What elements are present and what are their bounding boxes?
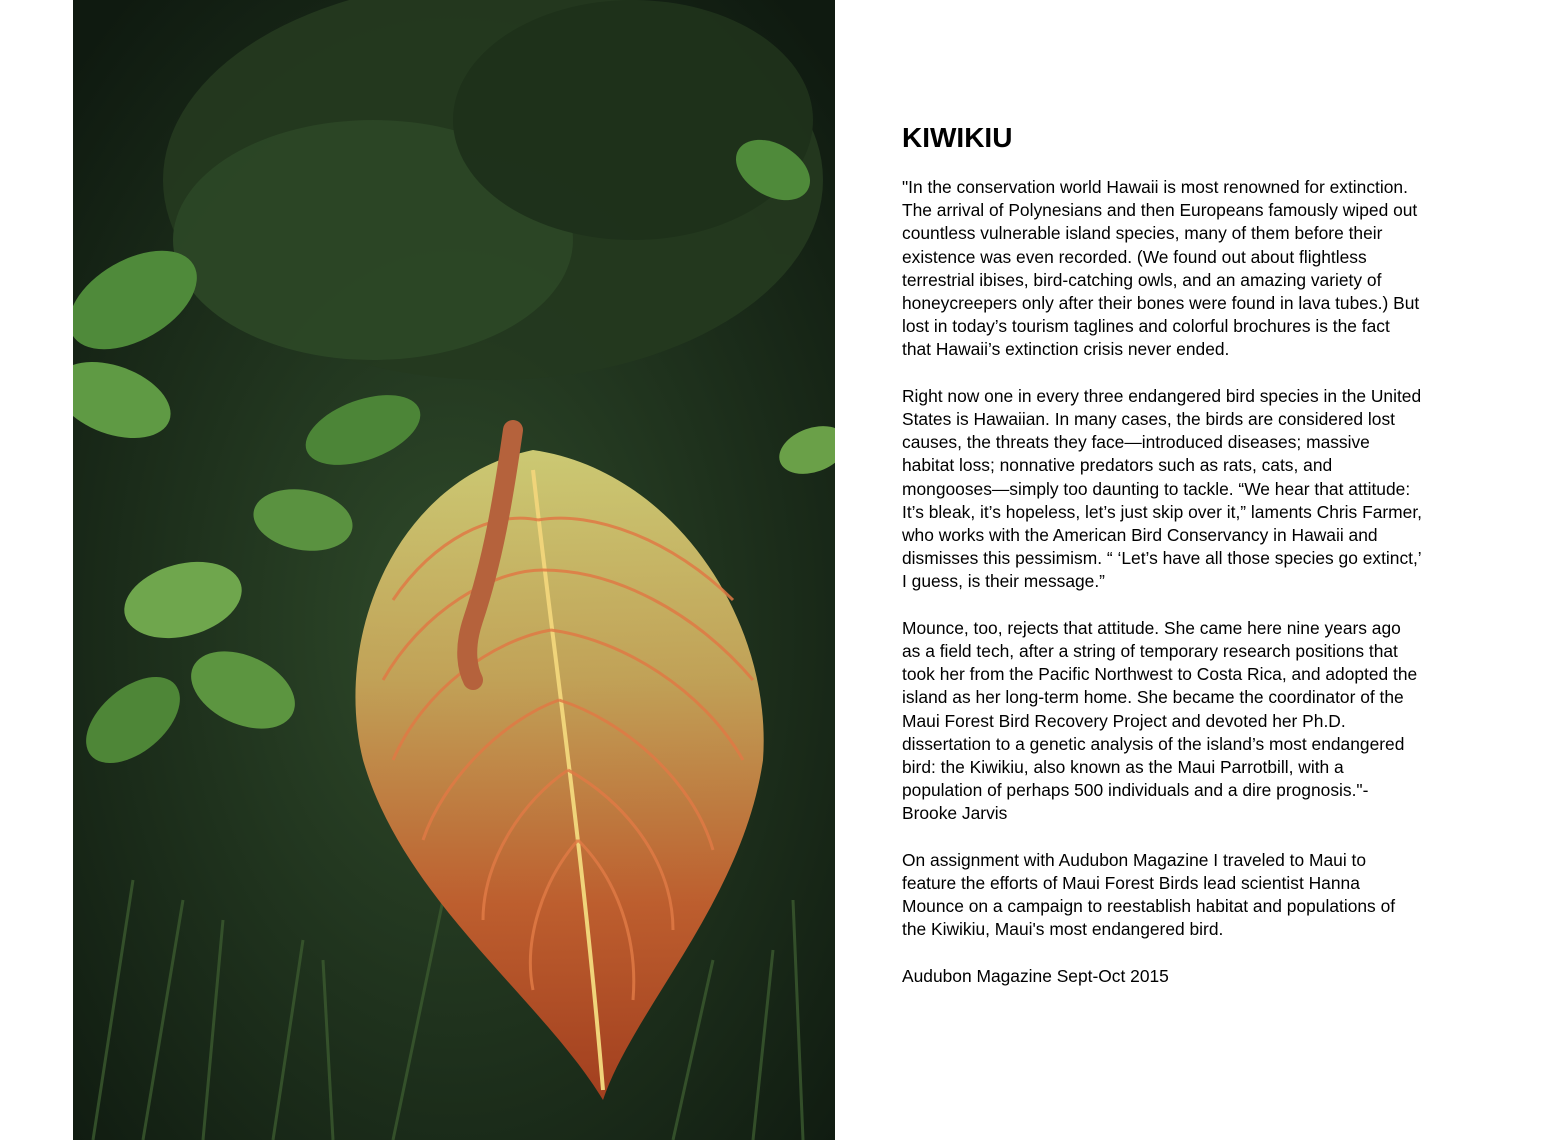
article-title: KIWIKIU xyxy=(902,122,1013,153)
article-paragraph-3: Mounce, too, rejects that attitude. She came here nine years ago as a field tech, after a string of temporary research positions that took her from the Pacific Northwest to Costa Rica, and adopted the island as her long-term home. She became the coordinator of the Maui Forest Bird Recovery Project and devoted her Ph.D. dissertation to a genetic analysis of the island’s most endangered bird: the Kiwikiu, also known as the Maui Parrotbill, with a population of perhaps 500 individuals and a dire prognosis."- Brooke Jarvis xyxy=(902,617,1418,824)
article-paragraph-1: "In the conservation world Hawaii is most renowned for extinction. The arrival of Polynesians and then Europeans famously wiped out countless vulnerable island species, many of them before their existence was even recorded. (We found out about flightless terrestrial ibises, bird-catching owls, and an amazing variety of honeycreepers only after their bones were found in lava tubes.) But lost in today’s tourism taglines and colorful brochures is the fact that Hawaii’s extinction crisis never ended. xyxy=(902,177,1420,360)
article-text xyxy=(902,118,1502,1011)
article-paragraph-2: Right now one in every three endangered bird species in the United States is Hawaiian. In many cases, the birds are considered lost causes, the threats they face—introduced diseases; massive habitat loss; nonnative predators such as rats, cats, and mongooses—simply too daunting to tackle. “We hear that attitude: It’s bleak, it’s hopeless, let’s just skip over it,” laments Chris Farmer, who works with the American Bird Conservancy in Hawaii and dismisses this pessimism. “ ‘Let’s have all those species go extinct,’ I guess, is their message.” xyxy=(902,385,1422,592)
fern-photo xyxy=(73,0,835,1140)
article-paragraph-4: On assignment with Audubon Magazine I traveled to Maui to feature the efforts of Maui Forest Birds lead scientist Hanna Mounce on a campaign to reestablish habitat and populations of the Kiwikiu, Maui's most endangered bird. xyxy=(902,849,1396,940)
article-credit: Audubon Magazine Sept-Oct 2015 xyxy=(902,965,1169,986)
fern-photo-illustration xyxy=(73,0,835,1140)
